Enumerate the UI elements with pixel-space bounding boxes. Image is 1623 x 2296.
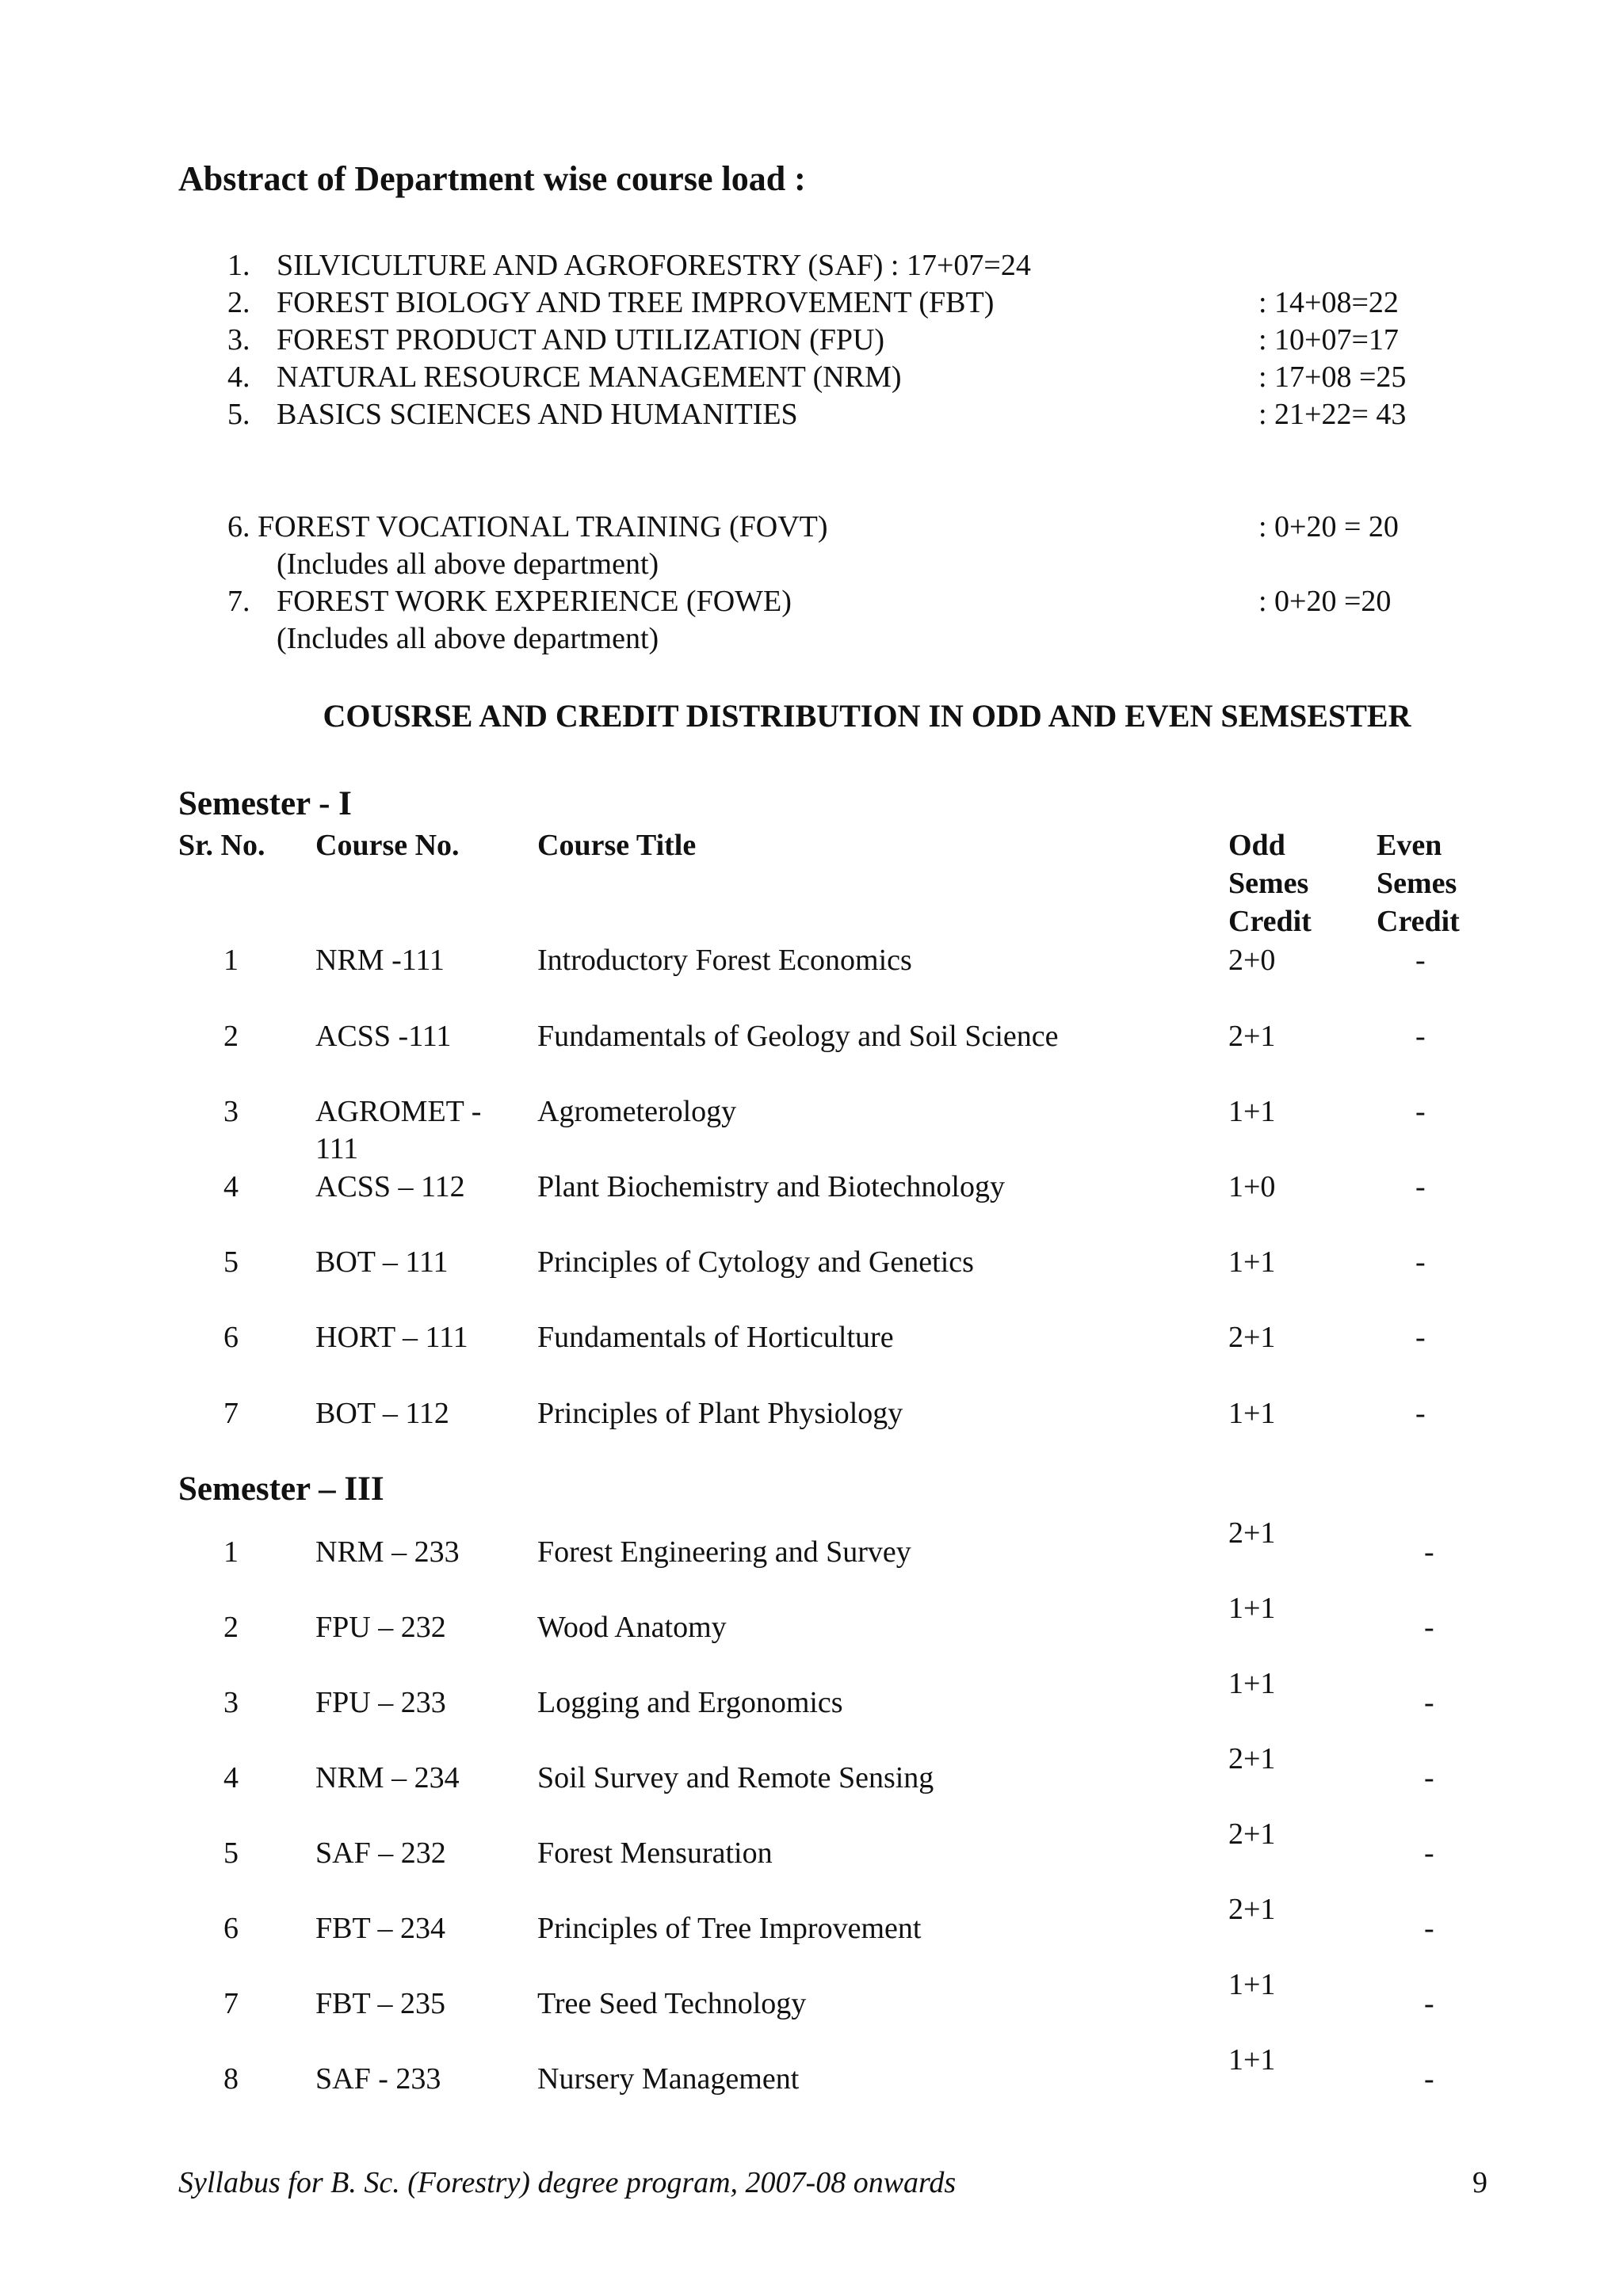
cell-even-credit: - <box>1415 1245 1426 1279</box>
department-load: : 17+08 =25 <box>1258 360 1407 394</box>
cell-sr: 5 <box>223 1245 239 1279</box>
cell-even-credit: - <box>1424 2062 1434 2096</box>
cell-course-title: Fundamentals of Horticulture <box>537 1321 894 1354</box>
cell-even-credit: - <box>1424 1987 1434 2020</box>
semester-3-title: Semester – III <box>178 1470 384 1508</box>
cell-odd-credit: 1+1 <box>1228 1095 1276 1128</box>
department-name: BASICS SCIENCES AND HUMANITIES <box>277 398 798 431</box>
header-even-line: Credit <box>1377 905 1460 938</box>
header-odd-line: Semes <box>1228 867 1309 900</box>
training-note: (Includes all above department) <box>277 547 659 581</box>
cell-odd-credit: 1+1 <box>1228 1968 1276 2001</box>
cell-course-no: BOT – 111 <box>315 1245 449 1279</box>
header-odd-line: Credit <box>1228 905 1312 938</box>
header-odd-credit <box>1228 826 1312 940</box>
cell-odd-credit: 2+1 <box>1228 1893 1276 1926</box>
abstract-title: Abstract of Department wise course load : <box>178 159 806 198</box>
cell-sr: 7 <box>223 1397 239 1430</box>
cell-even-credit: - <box>1415 1020 1426 1053</box>
header-even-line: Semes <box>1377 867 1457 900</box>
training-note: (Includes all above department) <box>277 622 659 655</box>
semester-1-title: Semester - I <box>178 785 352 822</box>
cell-odd-credit: 1+0 <box>1228 1170 1276 1203</box>
cell-course-title: Soil Survey and Remote Sensing <box>537 1761 934 1794</box>
cell-course-title: Forest Engineering and Survey <box>537 1535 911 1569</box>
cell-course-no: HORT – 111 <box>315 1321 468 1354</box>
cell-course-no: FPU – 232 <box>315 1611 446 1644</box>
department-number: 1. <box>227 249 250 282</box>
training-load: : 0+20 = 20 <box>1258 510 1399 543</box>
header-course-no: Course No. <box>315 829 460 862</box>
cell-sr: 2 <box>223 1611 239 1644</box>
header-sr-no: Sr. No. <box>178 829 265 862</box>
header-even-credit <box>1377 826 1460 940</box>
cell-odd-credit: 1+1 <box>1228 1245 1276 1279</box>
cell-course-no: AGROMET - <box>315 1095 482 1128</box>
cell-odd-credit: 1+1 <box>1228 1592 1276 1625</box>
cell-course-no: SAF - 233 <box>315 2062 441 2096</box>
department-load: : 14+08=22 <box>1258 286 1399 319</box>
cell-course-title: Introductory Forest Economics <box>537 944 912 977</box>
cell-course-title: Principles of Cytology and Genetics <box>537 1245 974 1279</box>
cell-sr: 7 <box>223 1987 239 2020</box>
cell-course-no: NRM – 233 <box>315 1535 460 1569</box>
cell-course-no: FPU – 233 <box>315 1686 446 1719</box>
cell-course-no: NRM – 234 <box>315 1761 460 1794</box>
cell-course-no: ACSS – 112 <box>315 1170 465 1203</box>
cell-sr: 3 <box>223 1686 239 1719</box>
cell-sr: 8 <box>223 2062 239 2096</box>
cell-sr: 2 <box>223 1020 239 1053</box>
cell-sr: 4 <box>223 1761 239 1794</box>
cell-odd-credit: 2+0 <box>1228 944 1276 977</box>
header-odd-line: Odd <box>1228 829 1285 862</box>
training-number: 7. <box>227 585 250 618</box>
cell-course-title: Logging and Ergonomics <box>537 1686 843 1719</box>
cell-even-credit: - <box>1424 1686 1434 1719</box>
department-number: 3. <box>227 323 250 357</box>
cell-course-title: Tree Seed Technology <box>537 1987 807 2020</box>
cell-sr: 6 <box>223 1321 239 1354</box>
cell-course-title: Nursery Management <box>537 2062 800 2096</box>
department-load: : 10+07=17 <box>1258 323 1399 357</box>
cell-odd-credit: 2+1 <box>1228 1817 1276 1851</box>
cell-even-credit: - <box>1415 1321 1426 1354</box>
distribution-title: COUSRSE AND CREDIT DISTRIBUTION IN ODD AND EVEN SEMSESTER <box>323 698 1411 734</box>
training-name: FOREST WORK EXPERIENCE (FOWE) <box>277 585 792 618</box>
cell-odd-credit: 2+1 <box>1228 1516 1276 1550</box>
cell-odd-credit: 1+1 <box>1228 1397 1276 1430</box>
cell-course-no: SAF – 232 <box>315 1836 446 1870</box>
cell-even-credit: - <box>1424 1761 1434 1794</box>
cell-odd-credit: 1+1 <box>1228 1667 1276 1700</box>
header-even-line: Even <box>1377 829 1442 862</box>
department-name: NATURAL RESOURCE MANAGEMENT (NRM) <box>277 360 902 394</box>
department-number: 2. <box>227 286 250 319</box>
cell-sr: 1 <box>223 1535 239 1569</box>
cell-even-credit: - <box>1424 1611 1434 1644</box>
cell-even-credit: - <box>1415 1397 1426 1430</box>
cell-course-no: FBT – 234 <box>315 1912 446 1945</box>
training-label: 6. FOREST VOCATIONAL TRAINING (FOVT) <box>227 510 828 543</box>
cell-course-no: ACSS -111 <box>315 1020 452 1053</box>
cell-course-no: FBT – 235 <box>315 1987 446 2020</box>
cell-odd-credit: 2+1 <box>1228 1020 1276 1053</box>
department-name: FOREST BIOLOGY AND TREE IMPROVEMENT (FBT) <box>277 286 995 319</box>
training-load: : 0+20 =20 <box>1258 585 1392 618</box>
cell-course-title: Principles of Plant Physiology <box>537 1397 903 1430</box>
department-number: 4. <box>227 360 250 394</box>
cell-sr: 4 <box>223 1170 239 1203</box>
cell-even-credit: - <box>1415 944 1426 977</box>
cell-sr: 1 <box>223 944 239 977</box>
cell-odd-credit: 1+1 <box>1228 2043 1276 2077</box>
cell-course-title: Agrometerology <box>537 1095 737 1128</box>
department-name: SILVICULTURE AND AGROFORESTRY (SAF) : 17+07=24 <box>277 249 1031 282</box>
department-name: FOREST PRODUCT AND UTILIZATION (FPU) <box>277 323 885 357</box>
cell-course-title: Principles of Tree Improvement <box>537 1912 922 1945</box>
cell-sr: 6 <box>223 1912 239 1945</box>
cell-even-credit: - <box>1424 1535 1434 1569</box>
cell-even-credit: - <box>1424 1836 1434 1870</box>
cell-course-title: Forest Mensuration <box>537 1836 773 1870</box>
cell-sr: 5 <box>223 1836 239 1870</box>
cell-course-no-continued: 111 <box>315 1132 359 1165</box>
department-load: : 21+22= 43 <box>1258 398 1407 431</box>
cell-even-credit: - <box>1415 1170 1426 1203</box>
cell-even-credit: - <box>1415 1095 1426 1128</box>
cell-odd-credit: 2+1 <box>1228 1742 1276 1775</box>
cell-course-no: BOT – 112 <box>315 1397 449 1430</box>
cell-sr: 3 <box>223 1095 239 1128</box>
cell-course-title: Wood Anatomy <box>537 1611 727 1644</box>
cell-odd-credit: 2+1 <box>1228 1321 1276 1354</box>
cell-course-title: Plant Biochemistry and Biotechnology <box>537 1170 1005 1203</box>
cell-even-credit: - <box>1424 1912 1434 1945</box>
cell-course-title: Fundamentals of Geology and Soil Science <box>537 1020 1059 1053</box>
footer-text: Syllabus for B. Sc. (Forestry) degree program, 2007-08 onwards <box>178 2166 957 2199</box>
header-course-title: Course Title <box>537 829 697 862</box>
cell-course-no: NRM -111 <box>315 944 445 977</box>
page-number: 9 <box>1472 2166 1487 2199</box>
department-number: 5. <box>227 398 250 431</box>
